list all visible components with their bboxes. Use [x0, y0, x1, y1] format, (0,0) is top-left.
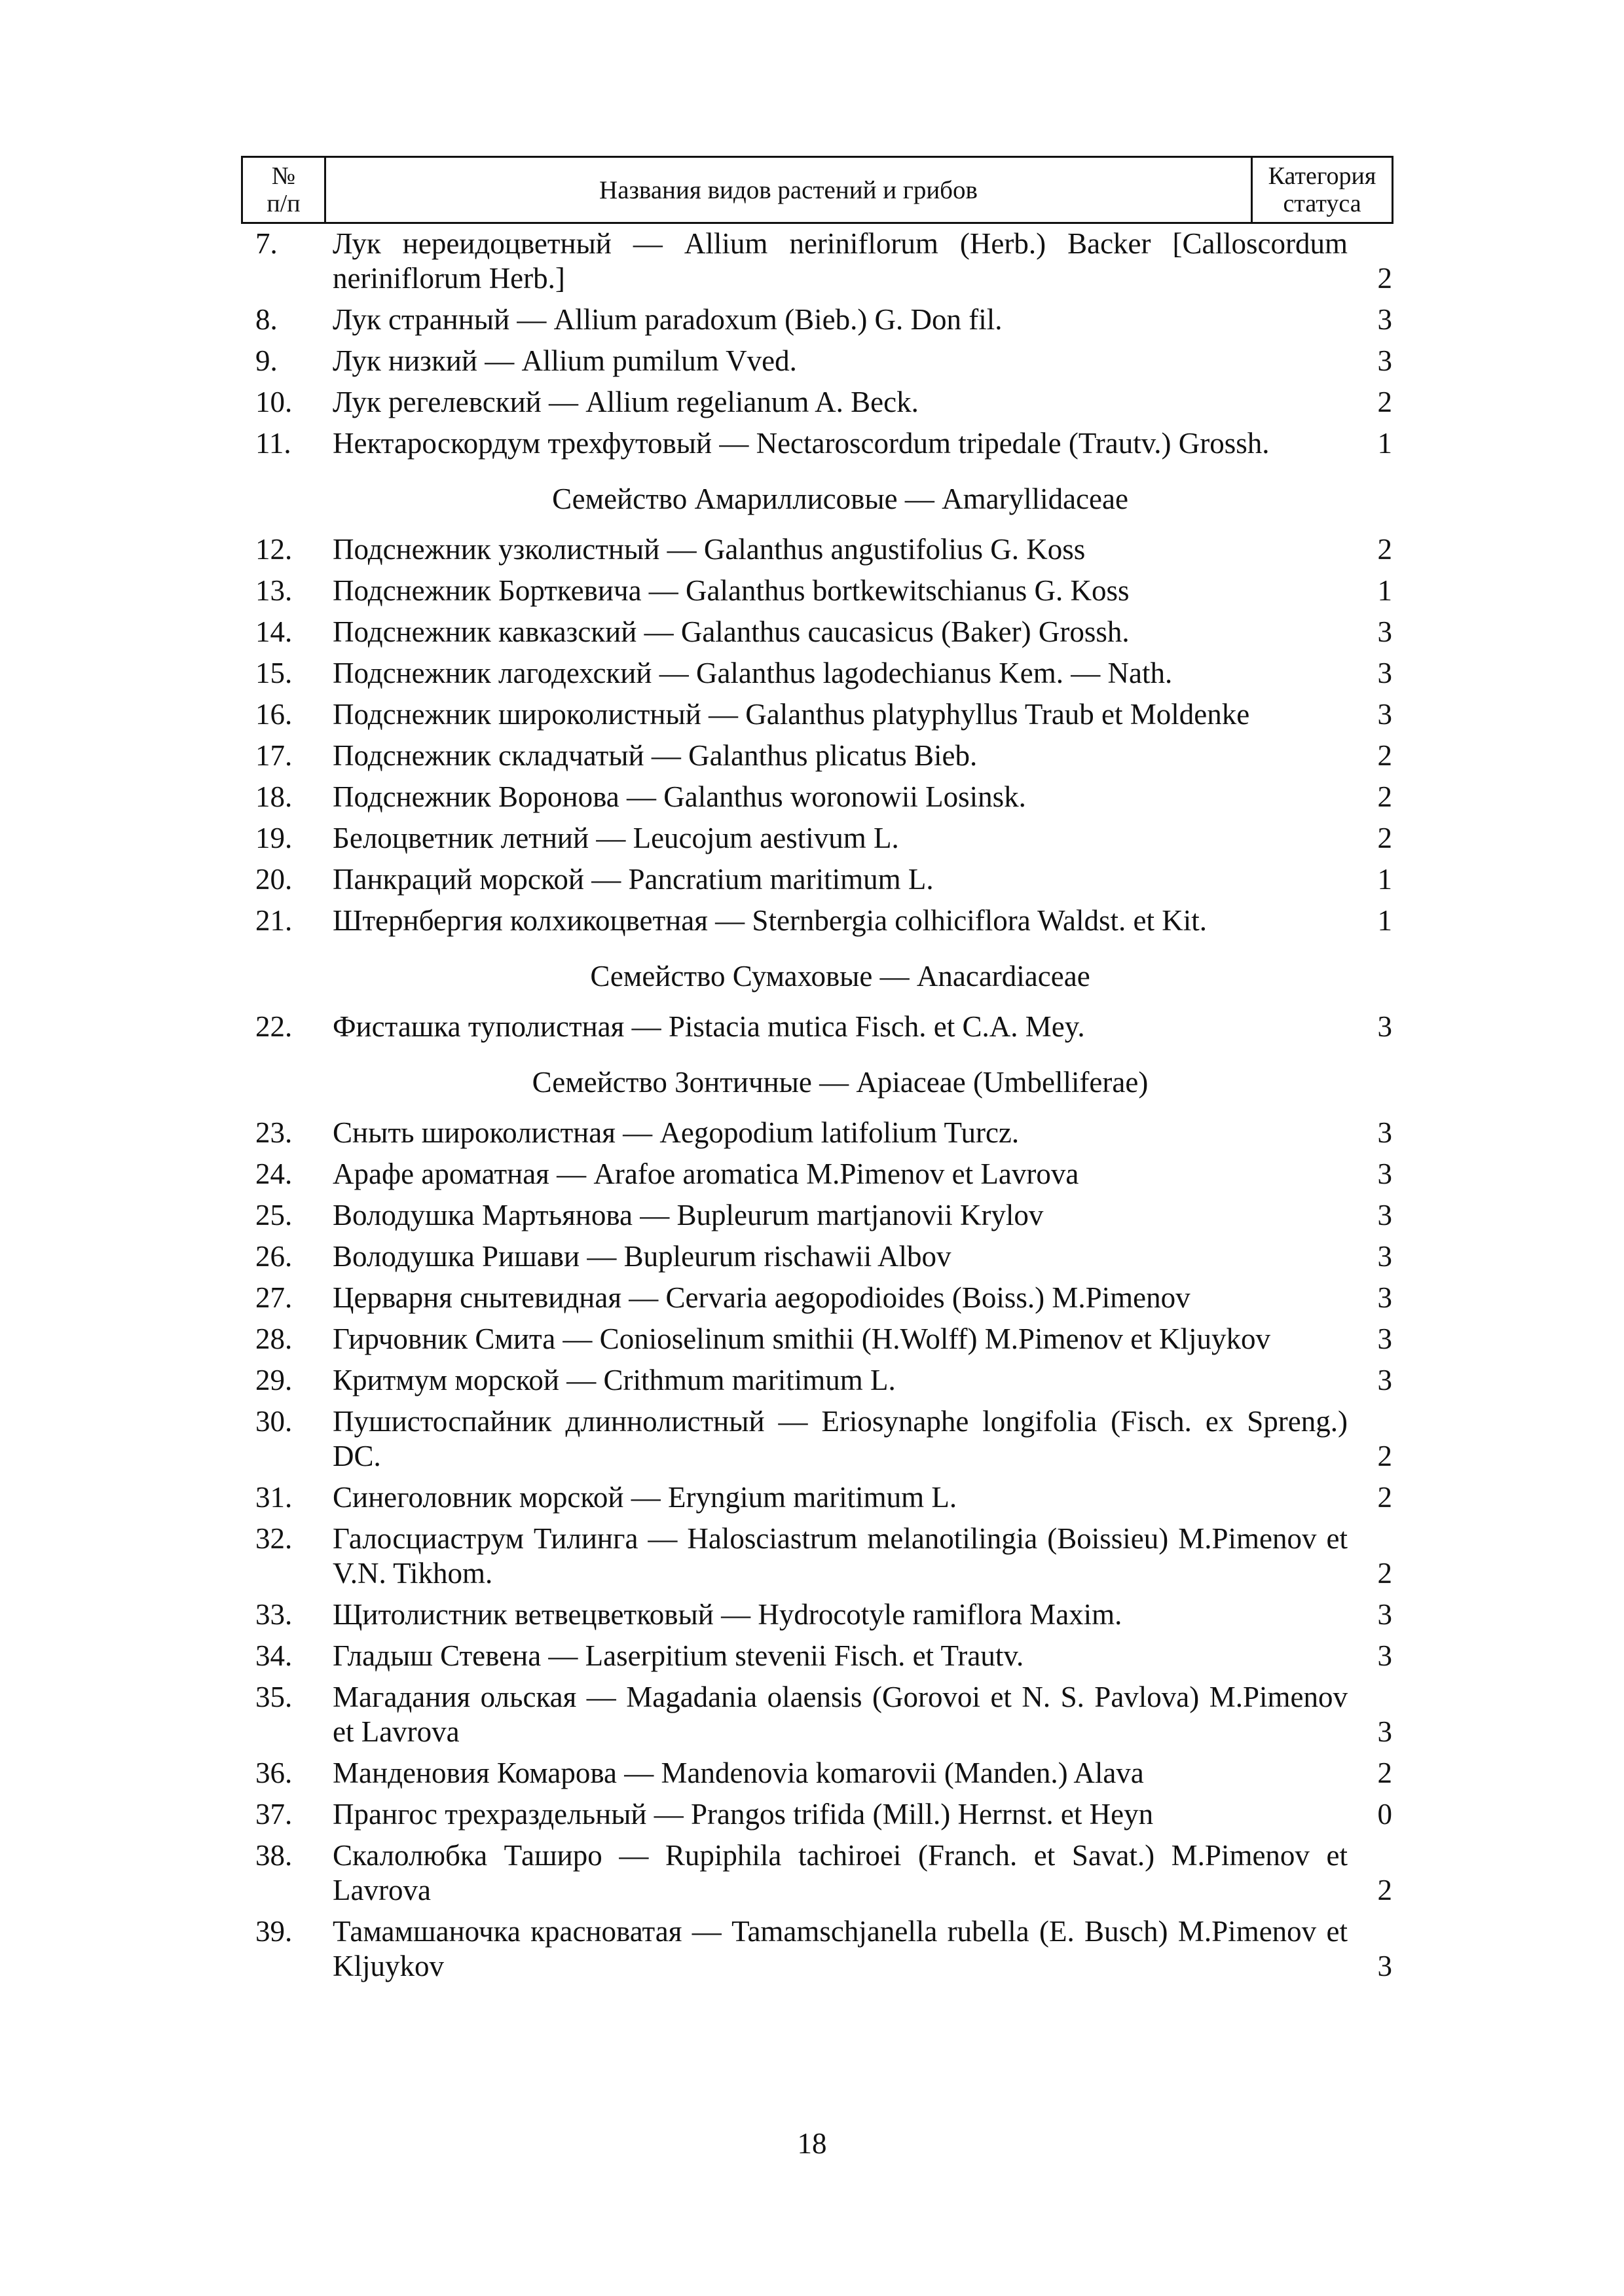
- status-category: 1: [1377, 427, 1392, 460]
- species-name: Скалолюбка Таширо — Rupiphila tachiroei (Franch. et Savat.) M.Pimenov et Lavrova: [333, 1839, 1348, 1906]
- row-number: 32.: [255, 1522, 293, 1555]
- row-number: 38.: [255, 1839, 293, 1872]
- table-row: [241, 1639, 1393, 1680]
- table-row: [241, 656, 1393, 697]
- table-row: [241, 1116, 1393, 1157]
- status-category: 2: [1377, 822, 1392, 854]
- status-category: 2: [1377, 780, 1392, 813]
- status-category: 2: [1377, 533, 1392, 566]
- species-name: Нектароскордум трехфутовый — Nectaroscordum tripedale (Trautv.) Grossh.: [333, 427, 1270, 460]
- species-name: Володушка Ришави — Bupleurum rischawii Albov: [333, 1240, 951, 1273]
- table-row: [241, 426, 1393, 467]
- row-number: 31.: [255, 1481, 293, 1514]
- species-name: Лук низкий — Allium pumilum Vved.: [333, 344, 797, 377]
- species-name: Гладыш Стевена — Laserpitium stevenii Fisch. et Trautv.: [333, 1639, 1024, 1672]
- row-number: 10.: [255, 386, 293, 418]
- row-number: 28.: [255, 1322, 293, 1355]
- row-number: 25.: [255, 1199, 293, 1231]
- table-row: [241, 1404, 1393, 1480]
- status-category: 1: [1377, 904, 1392, 937]
- table-row: [241, 1838, 1393, 1914]
- status-category: 3: [1377, 1010, 1392, 1043]
- species-name: Белоцветник летний — Leucojum aestivum L.: [333, 822, 899, 854]
- row-number: 22.: [255, 1010, 293, 1043]
- species-name: Подснежник Воронова — Galanthus woronowii Losinsk.: [333, 780, 1026, 813]
- status-category: 3: [1377, 1199, 1392, 1231]
- family-heading: Семейство Зонтичные — Apiaceae (Umbelliferae): [532, 1066, 1149, 1099]
- table-row: [241, 574, 1393, 615]
- status-category: 3: [1377, 1598, 1392, 1631]
- status-category: 2: [1377, 1481, 1392, 1514]
- species-name: Фисташка туполистная — Pistacia mutica Fisch. et C.A. Mey.: [333, 1010, 1085, 1043]
- row-number: 29.: [255, 1364, 293, 1396]
- header-number-line2: п/п: [267, 190, 301, 217]
- species-name: Тамамшаночка красноватая — Tamamschjanella rubella (E. Busch) M.Pimenov et Kljuykov: [333, 1915, 1348, 1982]
- status-category: 0: [1377, 1798, 1392, 1831]
- row-number: 17.: [255, 739, 293, 772]
- table-header: [241, 156, 1393, 224]
- table-row: [241, 1363, 1393, 1404]
- table-row: [241, 1756, 1393, 1797]
- species-name: Гирчовник Смита — Conioselinum smithii (H.Wolff) M.Pimenov et Kljuykov: [333, 1322, 1270, 1355]
- status-category: 2: [1377, 1557, 1392, 1590]
- row-number: 35.: [255, 1681, 293, 1713]
- table-row: [241, 697, 1393, 738]
- species-name: Панкраций морской — Pancratium maritimum L.: [333, 863, 934, 896]
- row-number: 23.: [255, 1116, 293, 1149]
- header-number-cell: [243, 158, 326, 222]
- species-name: Подснежник Борткевича — Galanthus bortkewitschianus G. Koss: [333, 574, 1130, 607]
- table-row: [241, 821, 1393, 862]
- header-category-line1: Категория: [1268, 162, 1376, 190]
- status-category: 3: [1377, 1364, 1392, 1396]
- status-category: 3: [1377, 303, 1392, 336]
- status-category: 1: [1377, 574, 1392, 607]
- status-category: 1: [1377, 863, 1392, 896]
- species-name: Манденовия Комарова — Mandenovia komarovii (Manden.) Alava: [333, 1757, 1144, 1789]
- header-number-line1: №: [271, 162, 296, 190]
- family-heading: Семейство Сумаховые — Anacardiaceae: [590, 960, 1090, 993]
- table-row: [241, 344, 1393, 385]
- row-number: 9.: [255, 344, 278, 377]
- species-name: Церварня снытевидная — Cervaria aegopodioides (Boiss.) M.Pimenov: [333, 1281, 1190, 1314]
- header-category-cell: [1251, 158, 1392, 222]
- status-category: 3: [1377, 1281, 1392, 1314]
- species-name: Критмум морской — Crithmum maritimum L.: [333, 1364, 896, 1396]
- species-name: Синеголовник морской — Eryngium maritimum L.: [333, 1481, 957, 1514]
- row-number: 19.: [255, 822, 293, 854]
- row-number: 16.: [255, 698, 293, 731]
- row-number: 14.: [255, 615, 293, 648]
- status-category: 3: [1377, 1950, 1392, 1982]
- species-name: Лук странный — Allium paradoxum (Bieb.) G. Don fil.: [333, 303, 1003, 336]
- row-number: 39.: [255, 1915, 293, 1948]
- row-number: 8.: [255, 303, 278, 336]
- status-category: 3: [1377, 1639, 1392, 1672]
- species-name: Подснежник лагодехский — Galanthus lagodechianus Kem. — Nath.: [333, 657, 1173, 689]
- table-row: [241, 1281, 1393, 1322]
- table-row: [241, 903, 1393, 945]
- status-category: 3: [1377, 698, 1392, 731]
- status-category: 3: [1377, 1116, 1392, 1149]
- table-row: [241, 615, 1393, 656]
- header-species-name-cell: Названия видов растений и грибов: [599, 175, 978, 204]
- species-name: Лук регелевский — Allium regelianum A. Beck.: [333, 386, 919, 418]
- row-number: 20.: [255, 863, 293, 896]
- table-row: [241, 227, 1393, 302]
- species-name: Арафе ароматная — Arafoe aromatica M.Pimenov et Lavrova: [333, 1157, 1079, 1190]
- table-row: [241, 1597, 1393, 1639]
- status-category: 3: [1377, 344, 1392, 377]
- table-row: [241, 862, 1393, 903]
- row-number: 13.: [255, 574, 293, 607]
- page-number: 18: [797, 2127, 827, 2160]
- table-row: [241, 1522, 1393, 1597]
- row-number: 11.: [255, 427, 291, 460]
- status-category: 2: [1377, 386, 1392, 418]
- status-category: 2: [1377, 739, 1392, 772]
- row-number: 33.: [255, 1598, 293, 1631]
- status-category: 3: [1377, 1322, 1392, 1355]
- species-name: Володушка Мартьянова — Bupleurum martjanovii Krylov: [333, 1199, 1044, 1231]
- document-page: [241, 156, 1393, 1990]
- species-name: Подснежник узколистный — Galanthus angustifolius G. Koss: [333, 533, 1086, 566]
- table-row: [241, 532, 1393, 574]
- row-number: 18.: [255, 780, 293, 813]
- table-row: [241, 780, 1393, 821]
- table-row: [241, 1480, 1393, 1522]
- species-name: Сныть широколистная — Aegopodium latifolium Turcz.: [333, 1116, 1020, 1149]
- table-row: [241, 385, 1393, 426]
- table-row: [241, 302, 1393, 344]
- row-number: 26.: [255, 1240, 293, 1273]
- table-row: [241, 1322, 1393, 1363]
- row-number: 15.: [255, 657, 293, 689]
- status-category: 2: [1377, 1757, 1392, 1789]
- status-category: 2: [1377, 1440, 1392, 1472]
- species-name: Галосциаструм Тилинга — Halosciastrum melanotilingia (Boissieu) M.Pimenov et V.N. Tikhom.: [333, 1522, 1348, 1590]
- table-row: [241, 1914, 1393, 1990]
- status-category: 3: [1377, 615, 1392, 648]
- table-row: [241, 1157, 1393, 1198]
- row-number: 30.: [255, 1405, 293, 1438]
- species-name: Штернбергия колхикоцветная — Sternbergia colhiciflora Waldst. et Kit.: [333, 904, 1207, 937]
- species-name: Подснежник кавказский — Galanthus caucasicus (Baker) Grossh.: [333, 615, 1130, 648]
- table-row: [241, 1680, 1393, 1756]
- row-number: 24.: [255, 1157, 293, 1190]
- row-number: 36.: [255, 1757, 293, 1789]
- row-number: 37.: [255, 1798, 293, 1831]
- table-row: [241, 738, 1393, 780]
- species-name: Подснежник широколистный — Galanthus platyphyllus Traub et Moldenke: [333, 698, 1250, 731]
- species-name: Пушистоспайник длиннолистный — Eriosynaphe longifolia (Fisch. ex Spreng.) DC.: [333, 1405, 1348, 1472]
- status-category: 3: [1377, 1157, 1392, 1190]
- table-row: [241, 1239, 1393, 1281]
- row-number: 12.: [255, 533, 293, 566]
- species-name: Магадания ольская — Magadania olaensis (Gorovoi et N. S. Pavlova) M.Pimenov et Lavrova: [333, 1681, 1348, 1748]
- species-name: Прангос трехраздельный — Prangos trifida (Mill.) Herrnst. et Heyn: [333, 1798, 1154, 1831]
- species-name: Лук нереидоцветный — Allium neriniflorum (Herb.) Backer [Calloscordum neriniflorum Herb.]: [333, 227, 1348, 295]
- table-row: [241, 1010, 1393, 1051]
- row-number: 7.: [255, 227, 278, 260]
- table-row: [241, 1198, 1393, 1239]
- row-number: 21.: [255, 904, 293, 937]
- status-category: 2: [1377, 1874, 1392, 1906]
- species-name: Щитолистник ветвецветковый — Hydrocotyle ramiflora Maxim.: [333, 1598, 1122, 1631]
- status-category: 3: [1377, 1715, 1392, 1748]
- species-name: Подснежник складчатый — Galanthus plicatus Bieb.: [333, 739, 978, 772]
- species-list: [241, 227, 1393, 1990]
- table-row: [241, 1797, 1393, 1838]
- family-heading: Семейство Амариллисовые — Amaryllidaceae: [552, 483, 1128, 515]
- row-number: 34.: [255, 1639, 293, 1672]
- status-category: 3: [1377, 1240, 1392, 1273]
- status-category: 2: [1377, 262, 1392, 295]
- row-number: 27.: [255, 1281, 293, 1314]
- status-category: 3: [1377, 657, 1392, 689]
- header-category-line2: статуса: [1283, 190, 1361, 217]
